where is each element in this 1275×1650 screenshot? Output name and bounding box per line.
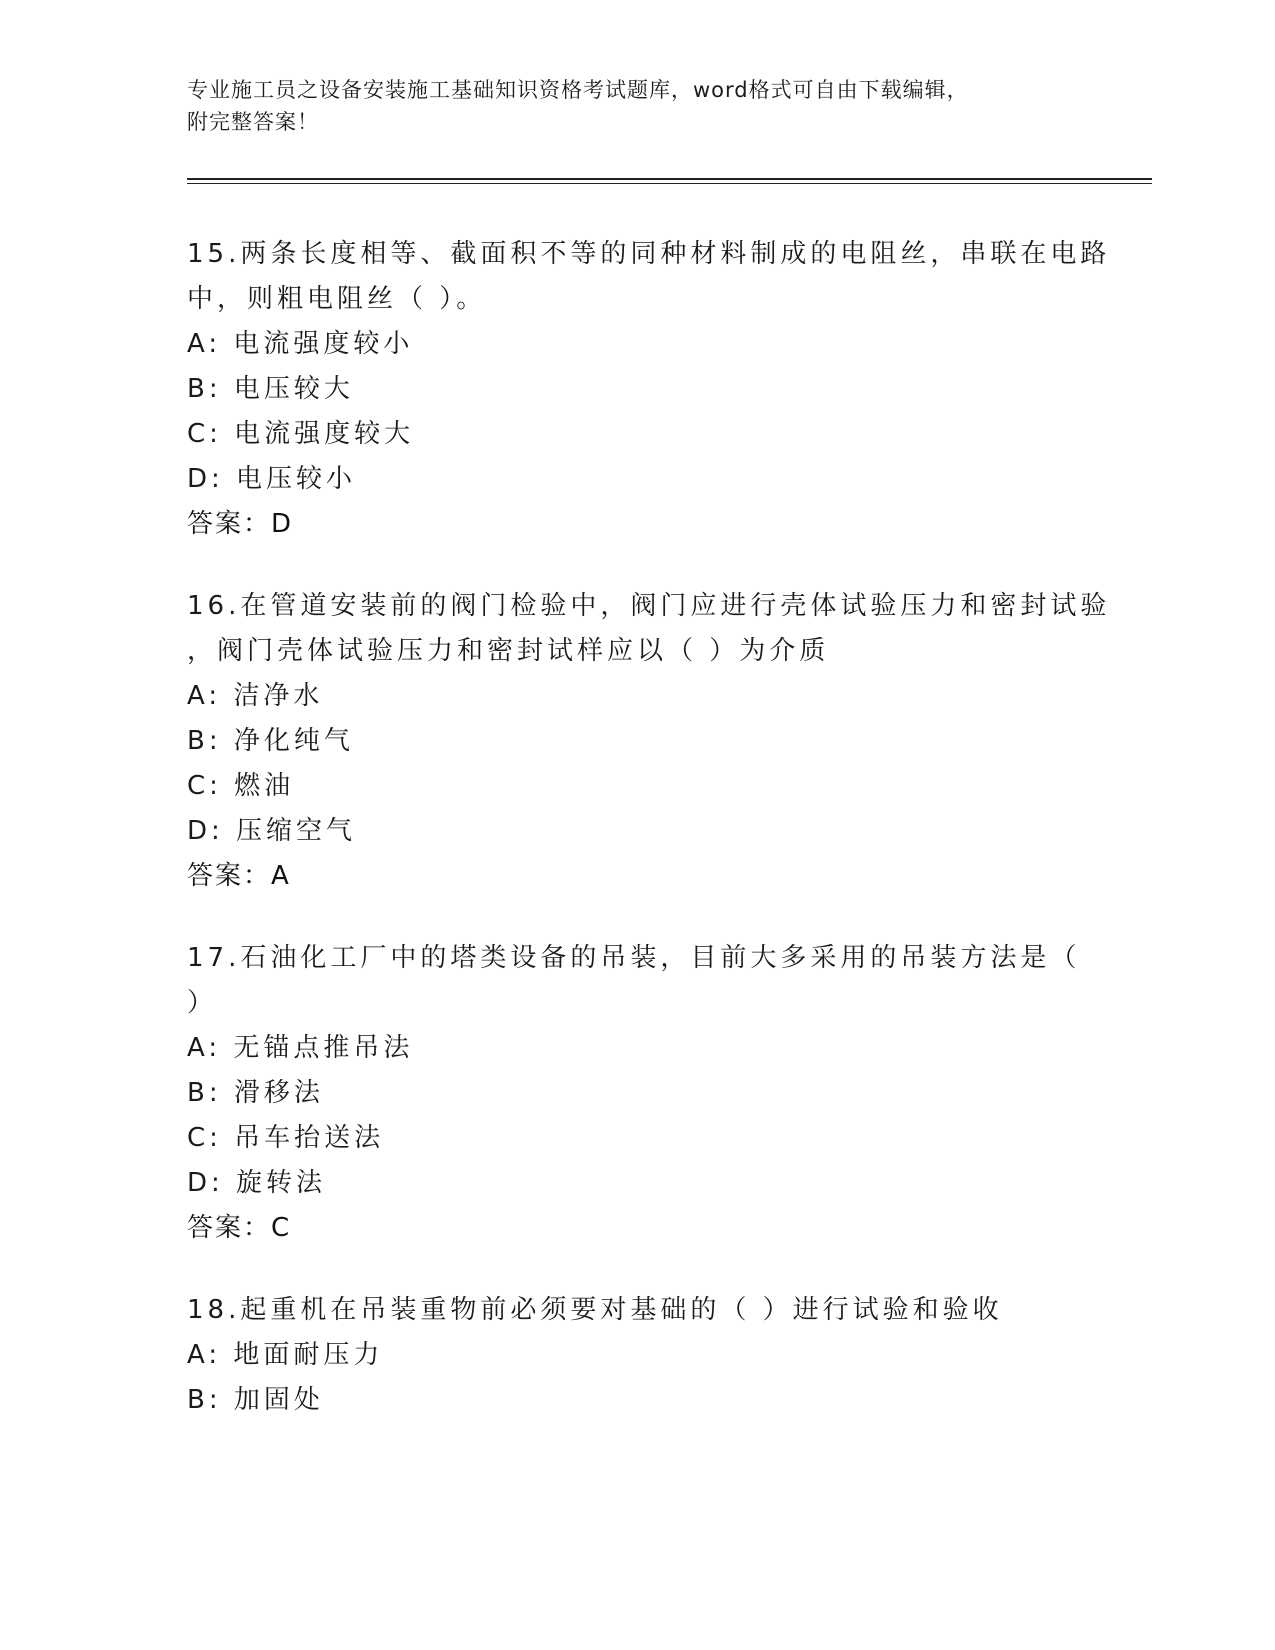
option-a: A: 电流强度较小 — [187, 329, 414, 359]
header-divider-thick — [187, 178, 1152, 180]
question-stem: ，阀门壳体试验压力和密封试样应以（ ）为介质 — [187, 636, 830, 666]
option-b: B: 滑移法 — [187, 1078, 324, 1108]
question-stem: 16.在管道安装前的阀门检验中，阀门应进行壳体试验压力和密封试验 — [187, 591, 1111, 621]
question-16 — [187, 584, 1111, 899]
answer-label: 答案：C — [187, 1213, 292, 1243]
option-a: A: 无锚点推吊法 — [187, 1033, 414, 1063]
question-18 — [187, 1288, 1087, 1423]
option-a: A: 洁净水 — [187, 681, 324, 711]
header-line-2: 附完整答案！ — [187, 110, 319, 134]
option-c: C: 电流强度较大 — [187, 419, 415, 449]
document-header — [187, 74, 1087, 138]
option-b: B: 净化纯气 — [187, 726, 354, 756]
question-list — [187, 232, 1111, 1460]
option-d: D: 电压较小 — [187, 464, 357, 494]
option-b: B: 加固处 — [187, 1385, 324, 1415]
question-stem: ） — [187, 988, 218, 1018]
header-divider-thin — [187, 183, 1152, 184]
header-line-1: 专业施工员之设备安装施工基础知识资格考试题库，word格式可自由下载编辑， — [187, 78, 969, 102]
option-b: B: 电压较大 — [187, 374, 354, 404]
answer-label: 答案：D — [187, 509, 294, 539]
question-17 — [187, 936, 1087, 1251]
option-c: C: 吊车抬送法 — [187, 1123, 385, 1153]
question-stem: 15.两条长度相等、截面积不等的同种材料制成的电阻丝，串联在电路 — [187, 239, 1111, 269]
option-d: D: 压缩空气 — [187, 816, 357, 846]
question-stem: 17.石油化工厂中的塔类设备的吊装，目前大多采用的吊装方法是（ — [187, 943, 1081, 973]
question-15 — [187, 232, 1111, 547]
question-stem: 18.起重机在吊装重物前必须要对基础的（ ）进行试验和验收 — [187, 1295, 1003, 1325]
question-stem: 中，则粗电阻丝（ ）。 — [187, 284, 487, 314]
option-a: A: 地面耐压力 — [187, 1340, 384, 1370]
option-d: D: 旋转法 — [187, 1168, 327, 1198]
option-c: C: 燃油 — [187, 771, 295, 801]
answer-label: 答案：A — [187, 861, 291, 891]
